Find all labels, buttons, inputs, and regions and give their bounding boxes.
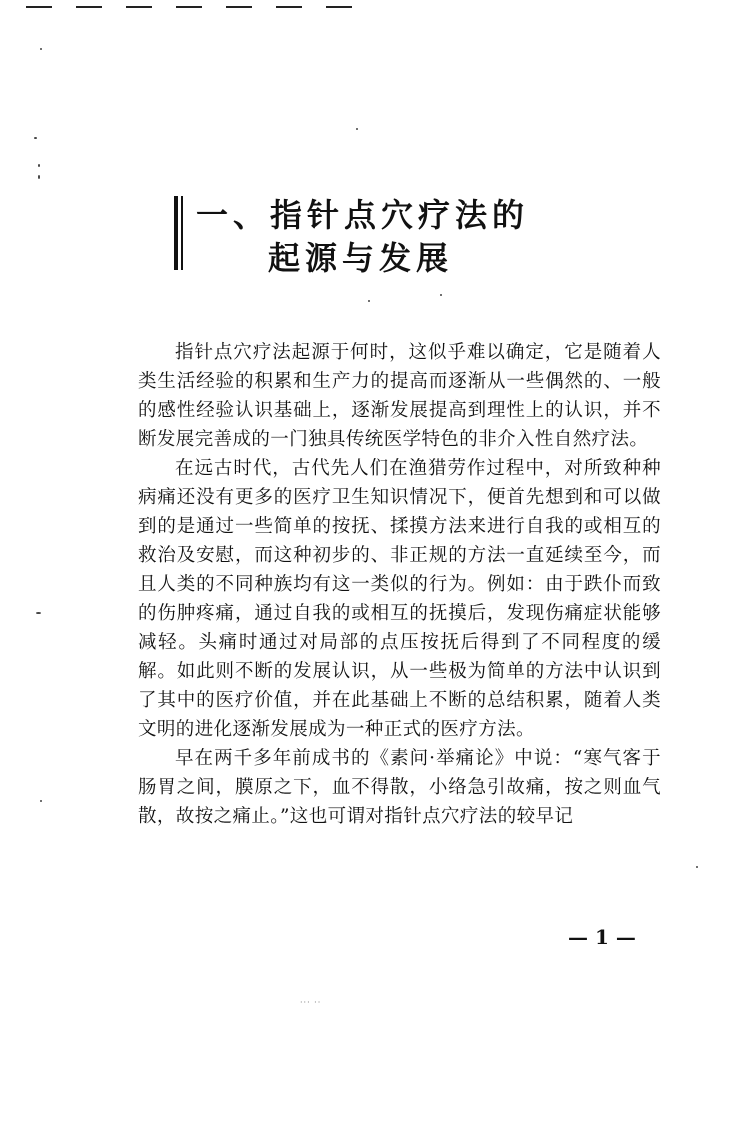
top-edge-dash — [226, 6, 252, 8]
scan-speck — [40, 800, 42, 802]
top-edge-dash — [26, 6, 52, 8]
top-edge-dash — [176, 6, 202, 8]
paragraph: 指针点穴疗法起源于何时，这似乎难以确定，它是随着人类生活经验的积累和生产力的提高而逐渐从一些偶然的、一般的感性经验认识基础上，逐渐发展提高到理性上的认识，并不断发展完善成的一门独具传统医学特色的非介入性自然疗法。 — [138, 342, 661, 450]
top-edge-dash — [76, 6, 102, 8]
body-text — [138, 338, 661, 831]
paragraph: 早在两千多年前成书的《素问·举痛论》中说：“寒气客于肠胃之间，膜原之下，血不得散，小络急引故痛，按之则血气散，故按之痛止。”这也可谓对指针点穴疗法的较早记 — [138, 748, 661, 827]
scan-speck — [38, 164, 40, 167]
paragraph: 在远古时代，古代先人们在渔猎劳作过程中，对所致种种病痛还没有更多的医疗卫生知识情况下，便首先想到和可以做到的是通过一些简单的按抚、揉摸方法来进行自我的或相互的救治及安慰，而这种初步的、非正规的方法一直延续至今，而且人类的不同种族均有这一类似的行为。例如：由于跌仆而致的伤肿疼痛，通过自我的或相互的抚摸后，发现伤痛症状能够减轻。头痛时通过对局部的点压按抚后得到了不同程度的缓解。如此则不断的发展认识，从一些极为简单的方法中认识到了其中的医疗价值，并在此基础上不断的总结积累，随着人类文明的进化逐渐发展成为一种正式的医疗方法。 — [138, 458, 661, 740]
heading-rule-thin — [181, 196, 183, 270]
scan-speck — [356, 128, 358, 130]
scan-speck — [38, 175, 40, 179]
scan-speck — [440, 294, 442, 296]
scan-mark: ··· ·· — [300, 998, 322, 1007]
heading-rule-thick — [174, 196, 178, 270]
scan-speck — [696, 866, 698, 868]
page-number: — 1 — — [568, 925, 636, 949]
chapter-heading-line2: 起源与发展 — [268, 239, 454, 277]
scan-speck — [34, 137, 37, 139]
top-edge-dash — [126, 6, 152, 8]
scan-speck — [368, 300, 370, 302]
top-edge-dash — [276, 6, 302, 8]
chapter-heading-line1: 一、指针点穴疗法的 — [196, 196, 530, 234]
scan-speck — [36, 612, 41, 614]
scan-speck — [40, 48, 42, 50]
top-edge-dash — [326, 6, 352, 8]
